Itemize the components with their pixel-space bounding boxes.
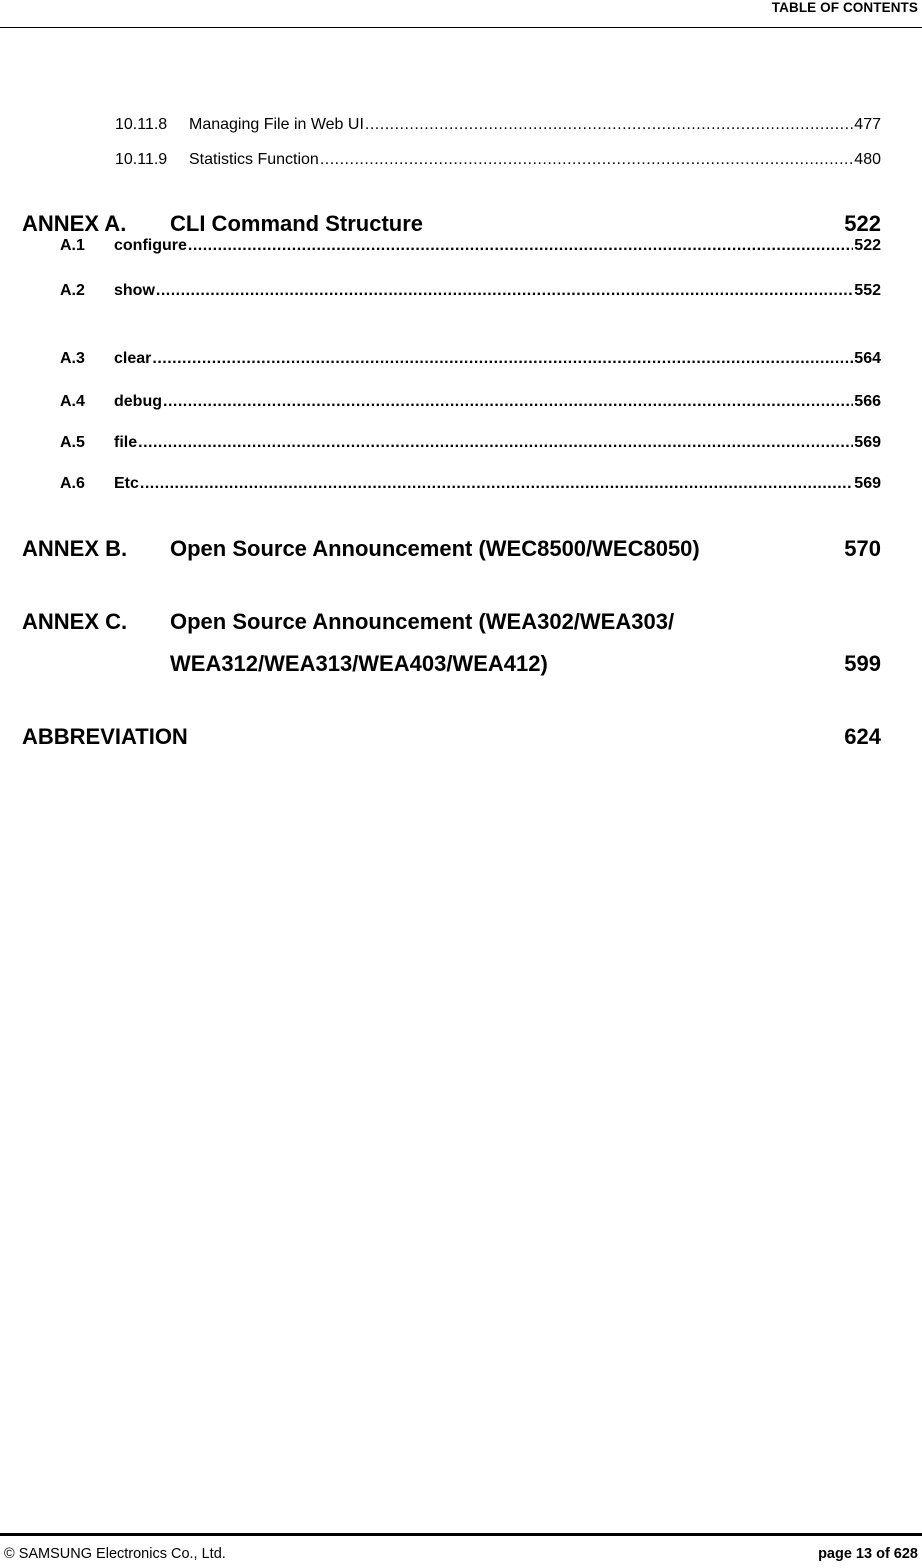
toc-entry-number: 10.11.8 bbox=[115, 116, 168, 133]
toc-entry-number: A.5 bbox=[60, 434, 85, 451]
toc-entry-title: Statistics Function bbox=[189, 151, 319, 168]
annex-page: 599 bbox=[844, 651, 881, 676]
toc-entry-title: Etc bbox=[114, 475, 139, 492]
toc-entry-page: 480 bbox=[854, 151, 881, 168]
toc-entry-title: show bbox=[114, 282, 155, 299]
toc-entry-number: A.1 bbox=[60, 237, 85, 254]
toc-entry-title: clear bbox=[114, 350, 152, 367]
toc-entry-page: 552 bbox=[854, 282, 881, 299]
toc-entry-number: 10.11.9 bbox=[115, 151, 168, 168]
page-footer bbox=[0, 1533, 922, 1568]
footer-copyright: © SAMSUNG Electronics Co., Ltd. bbox=[4, 1546, 226, 1562]
toc-entry-a-2[interactable] bbox=[60, 282, 881, 300]
dot-leader bbox=[320, 151, 853, 169]
toc-entry-title: Managing File in Web UI bbox=[189, 116, 364, 133]
toc-entry-title: configure bbox=[114, 237, 187, 254]
annex-title: CLI Command Structure bbox=[170, 211, 424, 236]
annex-title: Open Source Announcement (WEC8500/WEC8050) bbox=[170, 536, 700, 561]
toc-entry-title: file bbox=[114, 434, 138, 451]
toc-entry-10-11-9[interactable] bbox=[115, 151, 881, 169]
dot-leader bbox=[156, 282, 853, 300]
dot-leader bbox=[365, 116, 853, 134]
toc-entry-page: 566 bbox=[854, 393, 881, 410]
toc-entry-number: A.3 bbox=[60, 350, 85, 367]
toc-abbreviation[interactable] bbox=[22, 724, 881, 752]
header-title: TABLE OF CONTENTS bbox=[771, 0, 918, 15]
toc-entry-page: 564 bbox=[854, 350, 881, 367]
toc-annex-b[interactable] bbox=[22, 536, 881, 564]
toc-entry-page: 522 bbox=[854, 237, 881, 254]
abbreviation-title: ABBREVIATION bbox=[22, 724, 188, 749]
dot-leader bbox=[188, 237, 853, 255]
footer-page-number: page 13 of 628 bbox=[818, 1546, 918, 1562]
toc-entry-a-3[interactable] bbox=[60, 350, 881, 368]
toc-annex-a[interactable] bbox=[22, 211, 881, 239]
toc-entry-10-11-8[interactable] bbox=[115, 116, 881, 134]
annex-page: 522 bbox=[844, 211, 881, 236]
annex-title-line2: WEA312/WEA313/WEA403/WEA412) bbox=[170, 651, 548, 676]
annex-number: ANNEX C. bbox=[22, 609, 128, 634]
toc-entry-a-1[interactable] bbox=[60, 237, 881, 255]
toc-entry-number: A.4 bbox=[60, 393, 85, 410]
toc-entry-a-4[interactable] bbox=[60, 393, 881, 411]
dot-leader bbox=[152, 350, 853, 368]
toc-entry-page: 477 bbox=[854, 116, 881, 133]
toc-entry-page: 569 bbox=[854, 434, 881, 451]
abbreviation-page: 624 bbox=[844, 724, 881, 749]
dot-leader bbox=[138, 434, 853, 452]
dot-leader bbox=[140, 475, 853, 493]
annex-number: ANNEX B. bbox=[22, 536, 128, 561]
toc-annex-c[interactable] bbox=[22, 609, 881, 637]
annex-page: 570 bbox=[844, 536, 881, 561]
annex-title-line1: Open Source Announcement (WEA302/WEA303/ bbox=[170, 609, 675, 634]
toc-entry-a-5[interactable] bbox=[60, 434, 881, 452]
toc-entry-a-6[interactable] bbox=[60, 475, 881, 493]
toc-annex-c-continued[interactable] bbox=[22, 651, 881, 679]
toc-entry-title: debug bbox=[114, 393, 162, 410]
toc-entry-number: A.2 bbox=[60, 282, 85, 299]
toc-entry-page: 569 bbox=[854, 475, 881, 492]
dot-leader bbox=[163, 393, 853, 411]
toc-entry-number: A.6 bbox=[60, 475, 85, 492]
annex-number: ANNEX A. bbox=[22, 211, 127, 236]
page-header bbox=[0, 0, 922, 28]
